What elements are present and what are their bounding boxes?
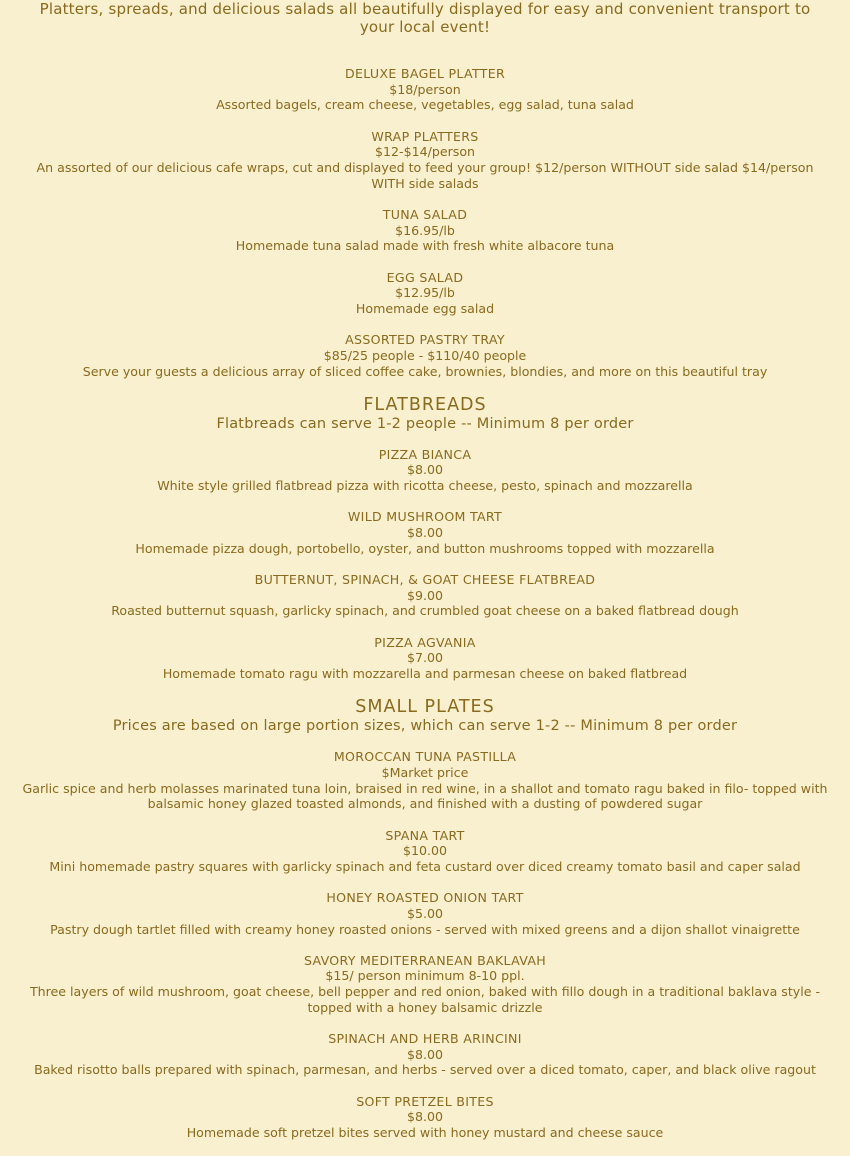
menu-item <box>0 953 850 1016</box>
menu-item <box>0 66 850 113</box>
item-description: White style grilled flatbread pizza with ricotta cheese, pesto, spinach and mozzarella <box>157 478 693 494</box>
item-name: BUTTERNUT, SPINACH, & GOAT CHEESE FLATBREAD <box>254 571 596 587</box>
item-name: ASSORTED PASTRY TRAY <box>345 332 505 348</box>
item-description: Assorted bagels, cream cheese, vegetables, egg salad, tuna salad <box>216 97 634 113</box>
item-description: Homemade tomato ragu with mozzarella and parmesan cheese on baked flatbread <box>162 665 688 681</box>
small-plates-section <box>0 697 850 1141</box>
item-description: Serve your guests a delicious array of sliced coffee cake, brownies, blondies, and more on this beautiful tray <box>82 363 768 379</box>
item-description: Pastry dough tartlet filled with creamy honey roasted onions - served with mixed greens and a dijon shallot vinaigrette <box>50 921 800 937</box>
item-description: Homemade pizza dough, portobello, oyster, and button mushrooms topped with mozzarella <box>135 540 715 556</box>
menu-item <box>0 207 850 254</box>
item-price: $8.00 <box>406 1046 444 1062</box>
item-description: Homemade soft pretzel bites served with honey mustard and cheese sauce <box>186 1125 664 1141</box>
menu-item <box>0 129 850 192</box>
item-name: PIZZA AGVANIA <box>374 634 476 650</box>
item-description: Garlic spice and herb molasses marinated tuna loin, braised in red wine, in a shallot and tomato ragu baked in filo- topped with balsamic honey glazed toasted almonds, and finished with a dusting of powdered sugar <box>22 780 828 812</box>
item-price: $18/person <box>389 81 461 97</box>
item-name: WRAP PLATTERS <box>371 128 479 144</box>
item-price: $8.00 <box>406 1109 444 1125</box>
item-description: Baked risotto balls prepared with spinach, parmesan, and herbs - served over a diced tomato, caper, and black olive ragout <box>34 1062 816 1078</box>
item-name: MOROCCAN TUNA PASTILLA <box>333 749 517 765</box>
menu-item <box>0 270 850 317</box>
menu-item <box>0 749 850 812</box>
menu-item <box>0 828 850 875</box>
item-price: $5.00 <box>406 905 444 921</box>
item-price: $10.00 <box>402 843 448 859</box>
menu-item <box>0 1094 850 1141</box>
item-description: Homemade egg salad <box>355 300 495 316</box>
item-price: $12-$14/person <box>374 144 476 160</box>
item-description: Roasted butternut squash, garlicky spinach, and crumbled goat cheese on a baked flatbread dough <box>111 603 739 619</box>
section-subtitle: Flatbreads can serve 1-2 people -- Minimum 8 per order <box>216 415 634 432</box>
flatbreads-section <box>0 395 850 682</box>
item-price: $Market price <box>381 764 469 780</box>
platters-list <box>0 66 850 379</box>
item-name: SAVORY MEDITERRANEAN BAKLAVAH <box>303 952 547 968</box>
item-name: SPINACH AND HERB ARINCINI <box>328 1031 522 1047</box>
menu-item <box>0 572 850 619</box>
item-description: Three layers of wild mushroom, goat cheese, bell pepper and red onion, baked with fillo dough in a traditional baklava style - topped with a honey balsamic drizzle <box>29 984 821 1015</box>
item-description: An assorted of our delicious cafe wraps, cut and displayed to feed your group! $12/person WITHOUT side salad $14/person WITH side salads <box>36 160 814 191</box>
item-price: $85/25 people - $110/40 people <box>323 347 527 363</box>
item-name: SOFT PRETZEL BITES <box>356 1093 494 1109</box>
menu-item <box>0 332 850 379</box>
intro-text: Platters, spreads, and delicious salads all beautifully displayed for easy and convenient transport to your local event! <box>39 0 811 36</box>
menu-item <box>0 1031 850 1078</box>
section-subtitle: Prices are based on large portion sizes, which can serve 1-2 -- Minimum 8 per order <box>112 718 738 735</box>
item-name: EGG SALAD <box>386 269 464 285</box>
item-price: $8.00 <box>406 462 444 478</box>
item-price: $8.00 <box>406 525 444 541</box>
section-title: FLATBREADS <box>363 394 487 415</box>
menu-item <box>0 635 850 682</box>
section-title: SMALL PLATES <box>355 697 495 718</box>
item-name: DELUXE BAGEL PLATTER <box>344 66 506 81</box>
item-price: $7.00 <box>406 650 444 666</box>
item-name: TUNA SALAD <box>382 206 468 222</box>
menu-item <box>0 509 850 556</box>
item-name: HONEY ROASTED ONION TART <box>326 890 524 906</box>
item-price: $9.00 <box>406 587 444 603</box>
item-description: Mini homemade pastry squares with garlicky spinach and feta custard over diced creamy tomato basil and caper salad <box>49 858 801 874</box>
item-description: Homemade tuna salad made with fresh white albacore tuna <box>235 238 615 254</box>
item-name: WILD MUSHROOM TART <box>347 509 503 525</box>
item-name: SPANA TART <box>385 827 465 843</box>
item-name: PIZZA BIANCA <box>378 446 472 462</box>
menu-item <box>0 447 850 494</box>
item-price: $12.95/lb <box>395 285 455 301</box>
menu-item <box>0 890 850 937</box>
item-price: $16.95/lb <box>395 222 455 238</box>
item-price: $15/ person minimum 8-10 ppl. <box>325 968 525 984</box>
